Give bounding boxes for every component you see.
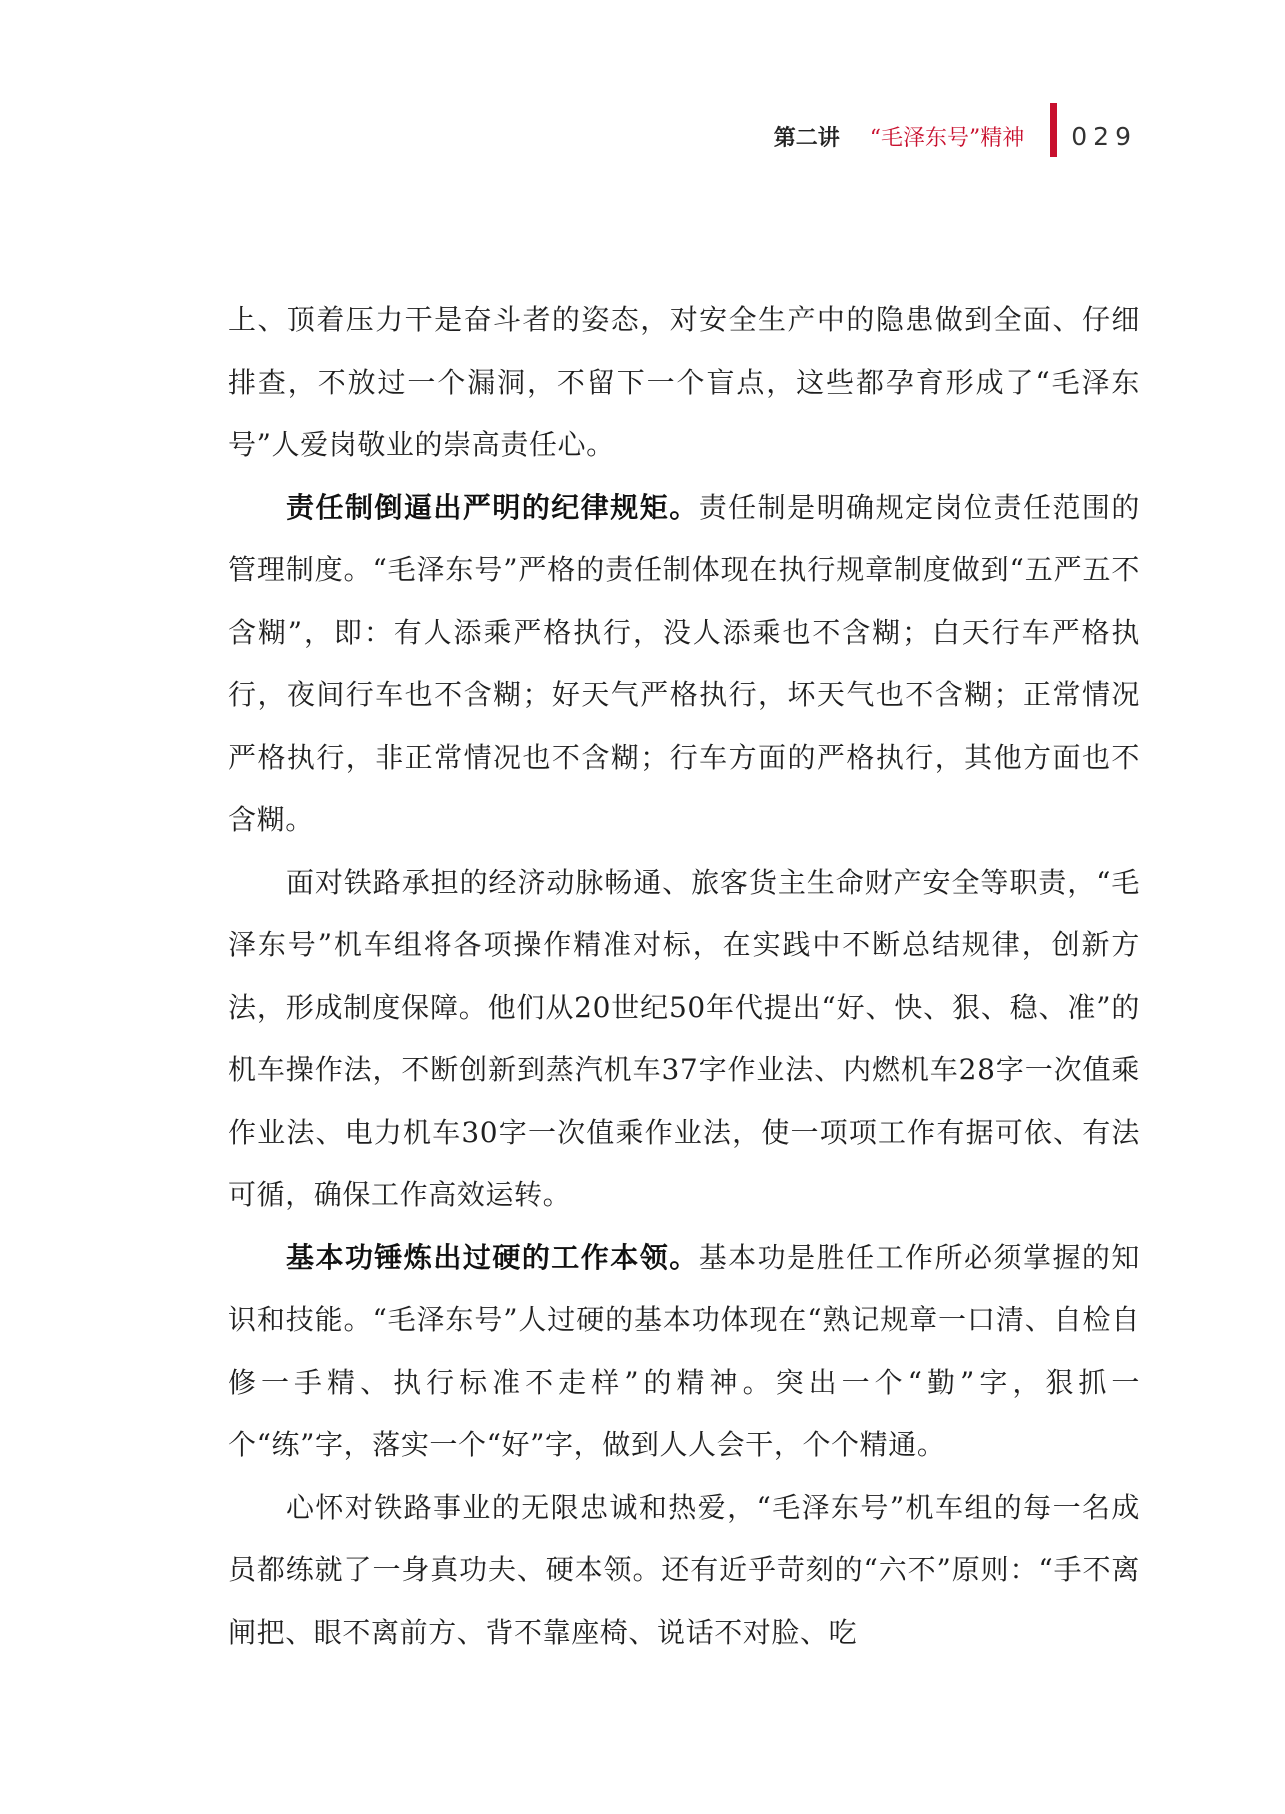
- chapter-title: “毛泽东号”精神: [869, 125, 1025, 151]
- page-number: 029: [1071, 121, 1137, 151]
- paragraph-2: [228, 477, 1140, 852]
- paragraph-4-lead: 基本功锤炼出过硬的工作本领。: [286, 1240, 699, 1274]
- paragraph-2-lead: 责任制倒逼出严明的纪律规矩。: [286, 490, 699, 524]
- paragraph-1: [228, 289, 1140, 477]
- running-header: [774, 118, 1137, 154]
- paragraph-4: [228, 1227, 1140, 1477]
- paragraph-4-text: 基本功是胜任工作所必须掌握的知识和技能。“毛泽东号”人过硬的基本功体现在“熟记规章一口清、自检自修一手精、执行标准不走样”的精神。突出一个“勤”字，狠抓一个“练”字，落实一个“好”字，做到人人会干，个个精通。: [228, 1240, 1140, 1461]
- paragraph-3: [228, 852, 1140, 1227]
- paragraph-2-text: 责任制是明确规定岗位责任范围的管理制度。“毛泽东号”严格的责任制体现在执行规章制度做到“五严五不含糊”，即：有人添乘严格执行，没人添乘也不含糊；白天行车严格执行，夜间行车也不含糊；好天气严格执行，坏天气也不含糊；正常情况严格执行，非正常情况也不含糊；行车方面的严格执行，其他方面也不含糊。: [228, 490, 1140, 836]
- body-text: [228, 289, 1140, 1664]
- paragraph-1-text: 上、顶着压力干是奋斗者的姿态，对安全生产中的隐患做到全面、仔细排查，不放过一个漏洞，不留下一个盲点，这些都孕育形成了“毛泽东号”人爱岗敬业的崇高责任心。: [228, 303, 1140, 461]
- paragraph-5-text: 心怀对铁路事业的无限忠诚和热爱，“毛泽东号”机车组的每一名成员都练就了一身真功夫、硬本领。还有近乎苛刻的“六不”原则：“手不离闸把、眼不离前方、背不靠座椅、说话不对脸、吃: [228, 1490, 1140, 1649]
- paragraph-3-text: 面对铁路承担的经济动脉畅通、旅客货主生命财产安全等职责，“毛泽东号”机车组将各项操作精准对标，在实践中不断总结规律，创新方法，形成制度保障。他们从20世纪50年代提出“好、快、狠、稳、准”的机车操作法，不断创新到蒸汽机车37字作业法、内燃机车28字一次值乘作业法、电力机车30字一次值乘作业法，使一项项工作有据可依、有法可循，确保工作高效运转。: [228, 865, 1140, 1211]
- paragraph-5: [228, 1477, 1140, 1665]
- header-accent-bar: [1050, 103, 1057, 157]
- lecture-label: 第二讲: [773, 125, 840, 151]
